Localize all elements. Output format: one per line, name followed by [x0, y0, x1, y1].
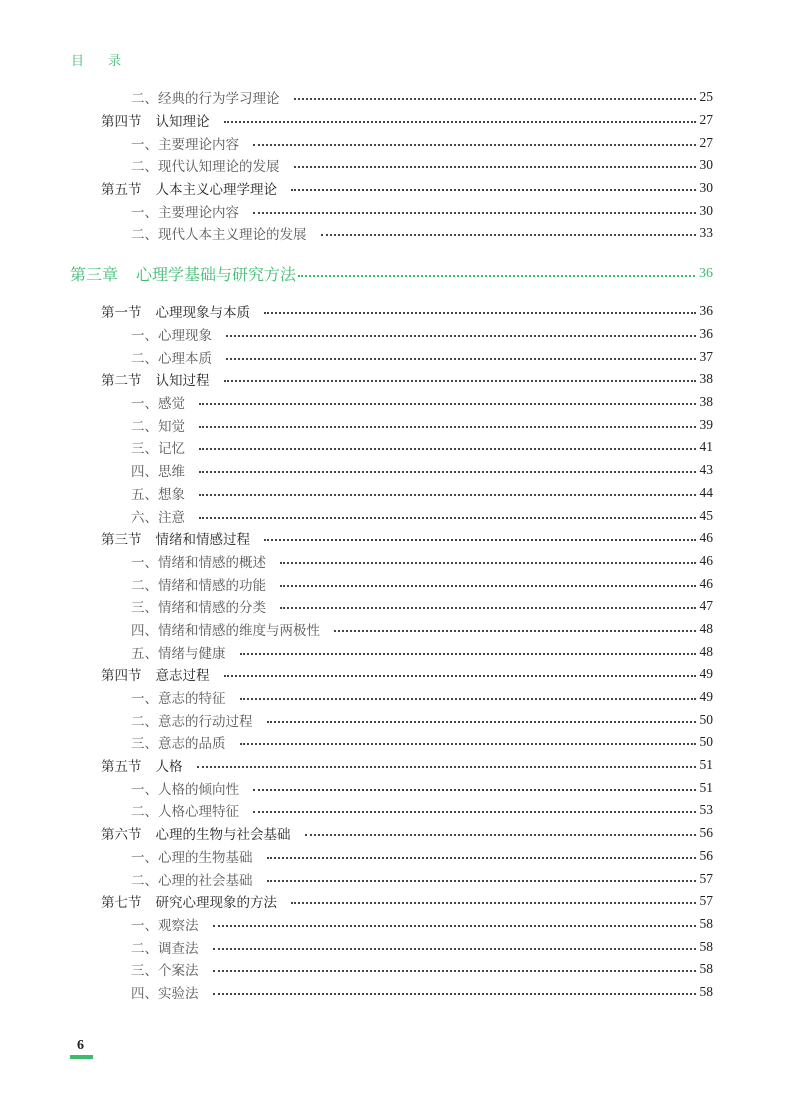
entry-label: [131, 687, 226, 707]
entry-page: 38: [699, 371, 713, 387]
entry-label: [101, 664, 210, 684]
section-number: 第四节: [101, 668, 142, 685]
entry-page: 27: [699, 134, 713, 150]
entry-title: 研究心理现象的方法: [155, 895, 277, 912]
entry-title: 人格: [155, 759, 183, 776]
entry-label: [131, 596, 266, 616]
leader-dots: [240, 698, 696, 700]
leader-dots: [199, 494, 696, 496]
entry-page: 33: [699, 225, 713, 241]
leader-dots: [197, 766, 696, 768]
leader-dots: [280, 607, 696, 609]
entry-page: 49: [699, 689, 713, 705]
entry-title: 二、情绪和情感的功能: [131, 577, 266, 594]
entry-page: 58: [699, 961, 713, 977]
entry-title: 意志过程: [155, 668, 210, 685]
leader-dots: [305, 834, 696, 836]
entry-page: 56: [699, 825, 713, 841]
chapter-title: 心理学基础与研究方法: [136, 265, 297, 284]
leader-dots: [264, 539, 696, 541]
entry-page: 36: [699, 303, 713, 319]
toc-subsection-entry[interactable]: [0, 131, 800, 154]
toc-subsection-entry[interactable]: [0, 799, 800, 822]
section-number: 第六节: [101, 827, 142, 844]
entry-title: 一、观察法: [131, 917, 199, 934]
leader-dots: [267, 880, 696, 882]
entry-label: [131, 937, 199, 957]
leader-dots: [253, 811, 696, 813]
entry-title: 三、记忆: [131, 441, 185, 458]
entry-label: [101, 528, 250, 548]
toc-subsection-entry[interactable]: [0, 686, 800, 709]
entry-title: 二、现代人本主义理论的发展: [131, 227, 307, 244]
leader-dots: [253, 144, 696, 146]
entry-title: 一、主要理论内容: [131, 204, 239, 221]
leader-dots: [213, 948, 696, 950]
entry-page: 41: [699, 439, 713, 455]
entry-title: 二、心理的社会基础: [131, 872, 253, 889]
toc-subsection-entry[interactable]: [0, 323, 800, 346]
entry-label: [131, 437, 185, 457]
leader-dots: [321, 234, 696, 236]
leader-dots: [267, 857, 696, 859]
entry-title: 六、注意: [131, 509, 185, 526]
entry-title: 四、情绪和情感的维度与两极性: [131, 622, 320, 639]
entry-label: [131, 800, 239, 820]
toc-subsection-entry[interactable]: [0, 391, 800, 414]
entry-page: 43: [699, 462, 713, 478]
entry-title: 四、实验法: [131, 985, 199, 1002]
entry-page: 56: [699, 847, 713, 863]
toc-subsection-entry[interactable]: [0, 154, 800, 177]
page-number-bar: [70, 1055, 93, 1059]
entry-title: 四、思维: [131, 464, 185, 481]
entry-page: 39: [699, 416, 713, 432]
section-number: 第五节: [101, 182, 142, 199]
toc-section-entry[interactable]: [0, 109, 800, 132]
toc-subsection-entry[interactable]: [0, 867, 800, 890]
entry-title: 三、个案法: [131, 963, 199, 980]
entry-label: [101, 178, 277, 198]
entry-label: [101, 891, 277, 911]
entry-page: 49: [699, 666, 713, 682]
entry-page: 58: [699, 983, 713, 999]
toc-subsection-entry[interactable]: [0, 550, 800, 573]
entry-page: 30: [699, 202, 713, 218]
entry-page: 57: [699, 893, 713, 909]
leader-dots: [226, 358, 696, 360]
entry-title: 二、知觉: [131, 418, 185, 435]
entry-label: [101, 110, 210, 130]
leader-dots: [224, 380, 696, 382]
entry-title: 一、心理的生物基础: [131, 849, 253, 866]
toc-subsection-entry[interactable]: [0, 731, 800, 754]
leader-dots: [267, 721, 696, 723]
leader-dots: [253, 789, 696, 791]
toc-subsection-entry[interactable]: [0, 482, 800, 505]
entry-page: 50: [699, 734, 713, 750]
entry-page: 27: [699, 112, 713, 128]
leader-dots: [213, 970, 696, 972]
entry-page: 46: [699, 530, 713, 546]
entry-title: 一、感觉: [131, 396, 185, 413]
section-number: 第二节: [101, 373, 142, 390]
toc-subsection-entry[interactable]: [0, 413, 800, 436]
leader-dots: [280, 562, 696, 564]
entry-label: [131, 460, 185, 480]
entry-page: 37: [699, 348, 713, 364]
entry-title: 人本主义心理学理论: [155, 182, 277, 199]
entry-label: [131, 982, 199, 1002]
leader-dots: [291, 189, 696, 191]
entry-label: [131, 324, 212, 344]
entry-page: 44: [699, 484, 713, 500]
entry-title: 五、想象: [131, 486, 185, 503]
leader-dots: [280, 585, 696, 587]
entry-title: 一、主要理论内容: [131, 136, 239, 153]
entry-title: 二、现代认知理论的发展: [131, 159, 280, 176]
toc-subsection-entry[interactable]: [0, 845, 800, 868]
leader-dots: [224, 675, 696, 677]
section-number: 第七节: [101, 895, 142, 912]
entry-title: 二、调查法: [131, 940, 199, 957]
leader-dots: [298, 275, 695, 277]
entry-page: 30: [699, 157, 713, 173]
entry-label: [131, 347, 212, 367]
entry-page: 48: [699, 620, 713, 636]
toc-subsection-entry[interactable]: [0, 86, 800, 109]
toc-section-entry[interactable]: [0, 527, 800, 550]
toc-section-entry[interactable]: [0, 177, 800, 200]
entry-title: 二、经典的行为学习理论: [131, 91, 280, 108]
entry-label: [131, 133, 239, 153]
leader-dots: [291, 902, 696, 904]
entry-label: [131, 483, 185, 503]
toc-subsection-entry[interactable]: [0, 459, 800, 482]
toc-subsection-entry[interactable]: [0, 345, 800, 368]
entry-title: 一、情绪和情感的概述: [131, 554, 266, 571]
entry-label: [131, 155, 280, 175]
leader-dots: [226, 335, 696, 337]
toc-subsection-entry[interactable]: [0, 199, 800, 222]
entry-label: [131, 574, 266, 594]
toc-subsection-entry[interactable]: [0, 913, 800, 936]
toc-subsection-entry[interactable]: [0, 572, 800, 595]
toc-section-entry[interactable]: [0, 890, 800, 913]
entry-label: [131, 732, 226, 752]
toc-subsection-entry[interactable]: [0, 504, 800, 527]
page-header: 目 录: [71, 54, 132, 69]
toc-section-entry[interactable]: [0, 368, 800, 391]
toc-subsection-entry[interactable]: [0, 935, 800, 958]
entry-label: [131, 87, 280, 107]
leader-dots: [334, 630, 696, 632]
entry-title: 一、意志的特征: [131, 691, 226, 708]
toc-subsection-entry[interactable]: [0, 708, 800, 731]
entry-label: [131, 392, 185, 412]
entry-title: 心理现象与本质: [155, 305, 250, 322]
entry-page: 57: [699, 870, 713, 886]
entry-page: 36: [699, 326, 713, 342]
entry-label: [131, 959, 199, 979]
toc-subsection-entry[interactable]: [0, 958, 800, 981]
leader-dots: [224, 121, 696, 123]
page-number: 6: [77, 1038, 84, 1053]
entry-label: [131, 506, 185, 526]
entry-label: [131, 710, 253, 730]
leader-dots: [213, 925, 696, 927]
leader-dots: [240, 743, 696, 745]
toc-subsection-entry[interactable]: [0, 640, 800, 663]
leader-dots: [294, 98, 696, 100]
entry-page: 30: [699, 180, 713, 196]
section-number: 第五节: [101, 759, 142, 776]
leader-dots: [199, 426, 696, 428]
toc-subsection-entry[interactable]: [0, 595, 800, 618]
entry-page: 50: [699, 711, 713, 727]
section-number: 第一节: [101, 305, 142, 322]
entry-page: 46: [699, 552, 713, 568]
entry-title: 一、人格的倾向性: [131, 781, 239, 798]
leader-dots: [253, 212, 696, 214]
leader-dots: [199, 471, 696, 473]
toc-section-entry[interactable]: [0, 822, 800, 845]
entry-title: 认知理论: [155, 114, 210, 131]
entry-label: [101, 301, 250, 321]
entry-title: 情绪和情感过程: [155, 532, 250, 549]
entry-label: [131, 846, 253, 866]
entry-title: 一、心理现象: [131, 328, 212, 345]
entry-page: 47: [699, 598, 713, 614]
entry-label: [131, 415, 185, 435]
section-number: 第三节: [101, 532, 142, 549]
entry-label: [101, 823, 291, 843]
leader-dots: [294, 166, 696, 168]
entry-label: [131, 778, 239, 798]
entry-page: 45: [699, 507, 713, 523]
leader-dots: [199, 403, 696, 405]
toc-subsection-entry[interactable]: [0, 436, 800, 459]
entry-page: 25: [699, 89, 713, 105]
entry-title: 五、情绪与健康: [131, 645, 226, 662]
entry-page: 58: [699, 938, 713, 954]
toc-group-2: [0, 300, 800, 1003]
toc-section-entry[interactable]: [0, 300, 800, 323]
leader-dots: [199, 517, 696, 519]
leader-dots: [213, 993, 696, 995]
entry-label: [101, 755, 183, 775]
entry-title: 二、人格心理特征: [131, 804, 239, 821]
toc-group-1: [0, 86, 800, 245]
entry-label: [131, 201, 239, 221]
entry-label: [101, 369, 210, 389]
section-number: 第四节: [101, 114, 142, 131]
entry-page: 51: [699, 779, 713, 795]
entry-page: 58: [699, 915, 713, 931]
leader-dots: [240, 653, 696, 655]
leader-dots: [264, 312, 696, 314]
toc-subsection-entry[interactable]: [0, 981, 800, 1004]
entry-title: 二、意志的行动过程: [131, 713, 253, 730]
chapter-page: 36: [699, 265, 713, 281]
chapter-entry[interactable]: [70, 262, 713, 285]
toc-subsection-entry[interactable]: [0, 776, 800, 799]
entry-label: [131, 914, 199, 934]
entry-label: [131, 642, 226, 662]
entry-label: [131, 619, 320, 639]
entry-label: [131, 223, 307, 243]
toc-section-entry[interactable]: [0, 754, 800, 777]
chapter-number: 第三章: [70, 265, 119, 284]
entry-label: [131, 551, 266, 571]
entry-page: 38: [699, 394, 713, 410]
entry-title: 认知过程: [155, 373, 210, 390]
leader-dots: [199, 448, 696, 450]
toc-subsection-entry[interactable]: [0, 222, 800, 245]
entry-title: 二、心理本质: [131, 350, 212, 367]
entry-label: [131, 869, 253, 889]
entry-title: 三、意志的品质: [131, 736, 226, 753]
entry-page: 48: [699, 643, 713, 659]
toc-subsection-entry[interactable]: [0, 618, 800, 641]
toc-section-entry[interactable]: [0, 663, 800, 686]
entry-title: 心理的生物与社会基础: [155, 827, 291, 844]
entry-page: 53: [699, 802, 713, 818]
entry-page: 46: [699, 575, 713, 591]
entry-page: 51: [699, 757, 713, 773]
entry-title: 三、情绪和情感的分类: [131, 600, 266, 617]
